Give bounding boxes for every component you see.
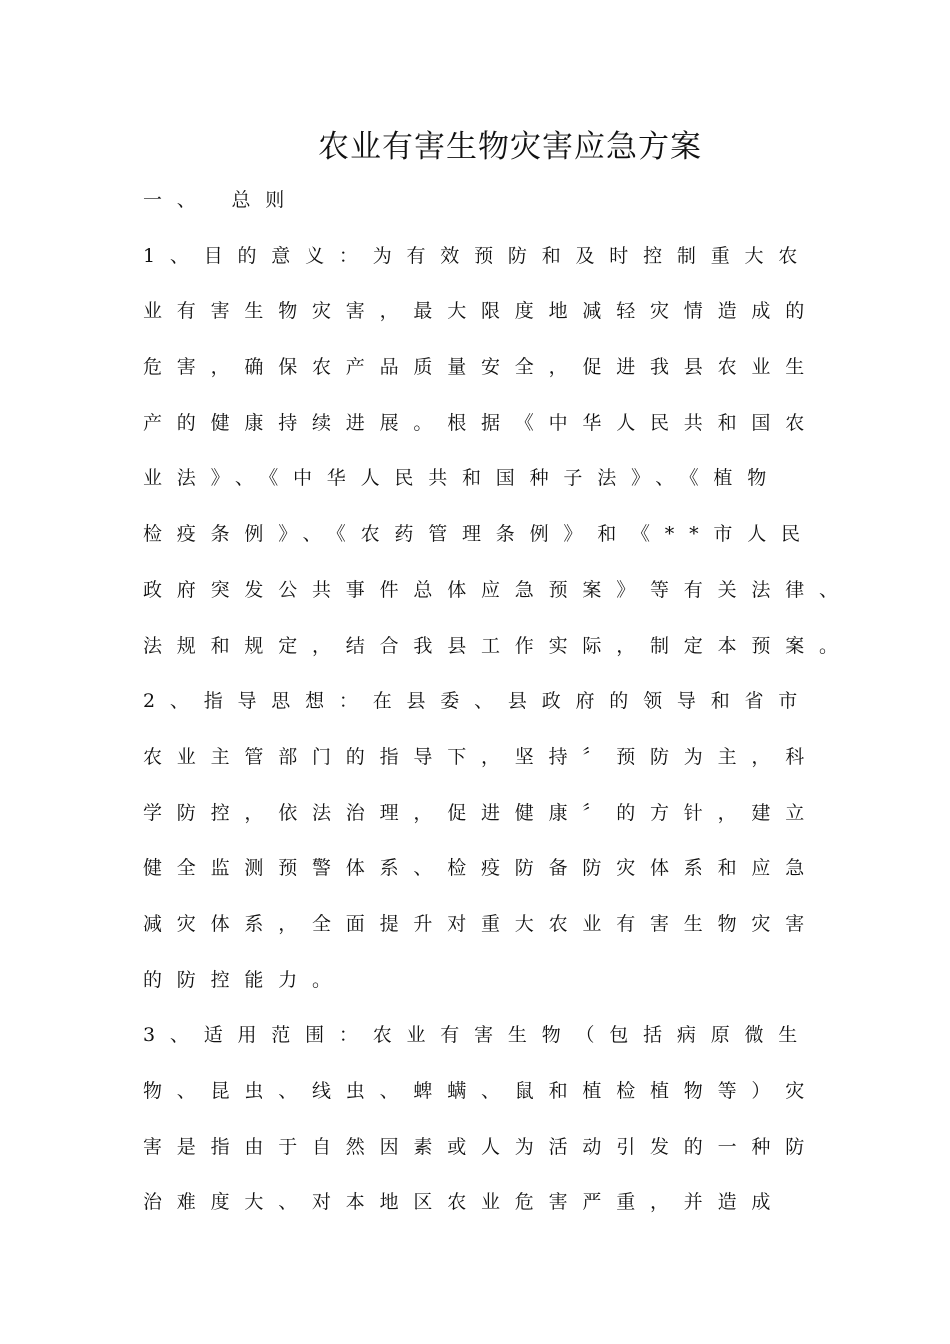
text-line: 农业主管部门的指导下，坚持〞预防为主，科 bbox=[143, 745, 820, 768]
text-line: 业有害生物灾害，最大限度地减轻灾情造成的 bbox=[143, 300, 820, 323]
text-line: 的防控能力。 bbox=[143, 968, 346, 991]
text-line: 产的健康持续进展。根据《中华人民共和国农 bbox=[143, 411, 820, 434]
text-line: 一、 总则 bbox=[143, 189, 300, 211]
text-line: 物、昆虫、线虫、蜱螨、鼠和植检植物等）灾 bbox=[143, 1080, 820, 1102]
document-title: 农业有害生物灾害应急方案 bbox=[318, 129, 702, 165]
text-line: 1、目的意义：为有效预防和及时控制重大农 bbox=[143, 244, 813, 267]
text-line: 检疫条例》、《农药管理条例》和《**市人民 bbox=[143, 523, 815, 546]
text-line: 3、适用范围：农业有害生物（包括病原微生 bbox=[143, 1024, 813, 1047]
text-line: 法规和规定，结合我县工作实际，制定本预案。 bbox=[143, 634, 853, 657]
text-line: 治难度大、对本地区农业危害严重，并造成 bbox=[143, 1191, 786, 1214]
text-line: 学防控，依法治理，促进健康〞的方针，建立 bbox=[143, 801, 820, 824]
text-line: 健全监测预警体系、检疫防备防灾体系和应急 bbox=[143, 857, 820, 880]
text-line: 害是指由于自然因素或人为活动引发的一种防 bbox=[143, 1135, 820, 1158]
text-line: 业法》、《中华人民共和国种子法》、《植物 bbox=[143, 467, 782, 490]
text-line: 2、指导思想：在县委、县政府的领导和省市 bbox=[143, 690, 813, 713]
text-line: 政府突发公共事件总体应急预案》等有关法律、 bbox=[143, 578, 853, 601]
text-line: 危害，确保农产品质量安全，促进我县农业生 bbox=[143, 356, 820, 379]
text-line: 减灾体系，全面提升对重大农业有害生物灾害 bbox=[143, 912, 820, 935]
document-body bbox=[143, 182, 853, 1240]
